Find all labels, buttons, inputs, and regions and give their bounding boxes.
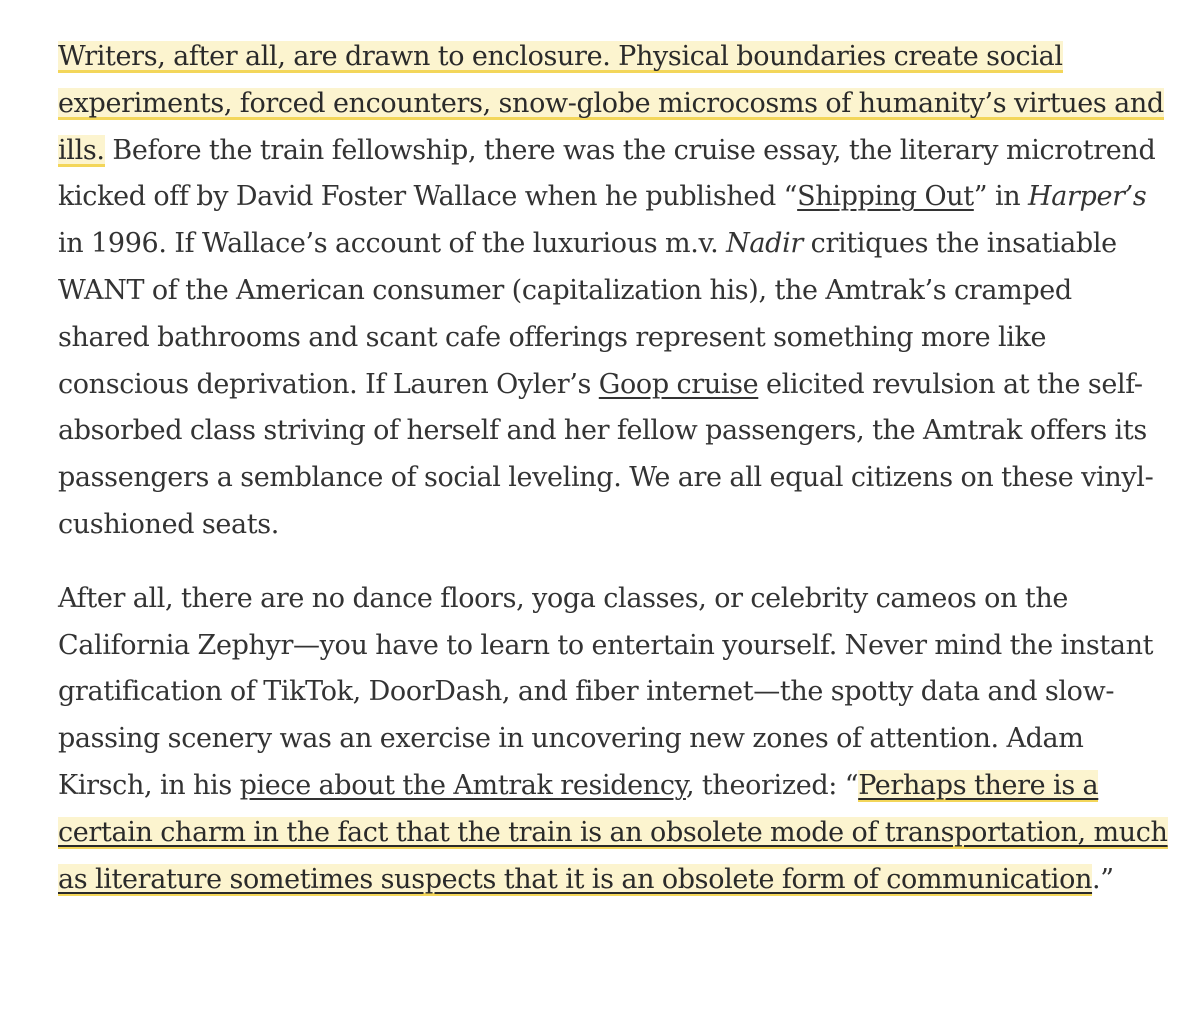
- article-body: [58, 34, 1168, 903]
- paragraph-text: .”: [1092, 863, 1114, 895]
- paragraph-text: elicited revulsion at the self-absorbed class striving of herself and her fellow passengers, the Amtrak offers its passengers a semblance of social leveling. We are all equal citizens on these vinyl-cushioned seats.: [58, 368, 1154, 540]
- italic-ship-name-nadir: Nadir: [726, 228, 803, 260]
- paragraph-text: ” in: [973, 181, 1029, 213]
- highlighted-passage-enclosure[interactable]: Writers, after all, are drawn to enclosure. Physical boundaries create social experiments, forced encounters, snow-globe microcosms of humanity’s virtues and ills.: [58, 41, 1164, 166]
- italic-publication-harpers: Harper’s: [1028, 181, 1147, 213]
- link-amtrak-residency-piece[interactable]: piece about the Amtrak residency: [239, 769, 686, 801]
- paragraph-cruise-essays: [58, 34, 1168, 549]
- link-shipping-out[interactable]: Shipping Out: [797, 181, 974, 213]
- paragraph-text: After all, there are no dance floors, yoga classes, or celebrity cameos on the California Zephyr—you have to learn to entertain yourself. Never mind the instant gratification of TikTok, DoorDash, and fiber internet—the spotty data and slow-passing scenery was an exercise in uncovering new zones of attention. Adam Kirsch, in his: [58, 582, 1154, 801]
- paragraph-text: Before the train fellowship, there was the cruise essay, the literary microtrend kicked off by David Foster Wallace when he published “: [58, 134, 1156, 213]
- paragraph-train-attention: [58, 576, 1168, 904]
- paragraph-text: , theorized: “: [685, 769, 859, 801]
- link-kirsch-quote[interactable]: Perhaps there is a certain charm in the fact that the train is an obsolete mode of transportation, much as literature sometimes suspects that it is an obsolete form of communication: [58, 769, 1168, 895]
- paragraph-text: critiques the insatiable WANT of the American consumer (capitalization his), the Amtrak’s cramped shared bathrooms and scant cafe offerings represent something more like conscious deprivation. If Lauren Oyler’s: [58, 228, 1117, 400]
- paragraph-text: in 1996. If Wallace’s account of the luxurious m.v.: [58, 228, 727, 260]
- link-goop-cruise[interactable]: Goop cruise: [598, 368, 759, 400]
